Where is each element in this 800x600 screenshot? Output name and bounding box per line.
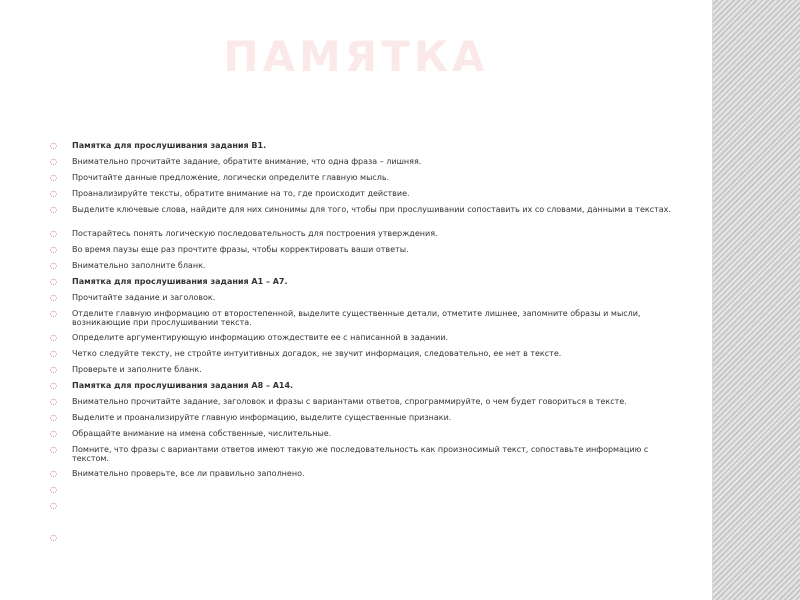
list-item-text: Помните, что фразы с вариантами ответов имеют такую же последовательность как произносимый текст, сопоставьте информацию с текстом. — [72, 445, 649, 463]
list-item — [50, 349, 687, 358]
list-item-text: Отделите главную информацию от второстепенной, выделите существенные детали, отметите лишнее, запомните образы и мысли, возникающие при прослушивании текста. — [72, 309, 641, 327]
list-item — [50, 429, 687, 438]
bullet-ring-icon: ◌ — [50, 157, 57, 166]
bullet-ring-icon: ◌ — [50, 381, 57, 390]
bullet-ring-icon: ◌ — [50, 309, 57, 318]
bullet-ring-icon: ◌ — [50, 397, 57, 406]
list-item — [50, 205, 687, 214]
list-item — [50, 189, 687, 198]
list-item-text: Внимательно проверьте, все ли правильно заполнено. — [72, 469, 305, 478]
list-item — [50, 333, 687, 342]
list-item — [50, 245, 687, 254]
list-item — [50, 261, 687, 270]
list-item-text: Памятка для прослушивания задания А8 – А14. — [72, 381, 294, 390]
bullet-ring-icon: ◌ — [50, 445, 57, 454]
list-item — [50, 309, 687, 327]
list-item-text: Обращайте внимание на имена собственные, числительные. — [72, 429, 332, 438]
bullet-ring-icon: ◌ — [50, 189, 57, 198]
list-item-text: Внимательно заполните бланк. — [72, 261, 206, 270]
bullet-ring-icon: ◌ — [50, 141, 57, 150]
list-item-text: Четко следуйте тексту, не стройте интуитивных догадок, не звучит информация, следовательно, ее нет в тексте. — [72, 349, 562, 358]
list-item-text: Памятка для прослушивания задания В1. — [72, 141, 267, 150]
list-item — [50, 397, 687, 406]
list-item — [50, 229, 687, 238]
list-item-text: Проанализируйте тексты, обратите внимание на то, где происходит действие. — [72, 189, 410, 198]
list-item — [50, 445, 687, 463]
list-item-text: Прочитайте данные предложение, логически определите главную мысль. — [72, 173, 390, 182]
bullet-ring-icon: ◌ — [50, 365, 57, 374]
bullet-ring-icon: ◌ — [50, 277, 57, 286]
bullet-ring-icon: ◌ — [50, 293, 57, 302]
bullet-ring-icon: ◌ — [50, 173, 57, 182]
list-item — [50, 469, 687, 478]
list-item-text: Выделите ключевые слова, найдите для них синонимы для того, чтобы при прослушивании сопоставить их со словами, данными в текстах. — [72, 205, 671, 214]
bullet-ring-icon: ◌ — [50, 245, 57, 254]
bullet-ring-icon: ◌ — [50, 261, 57, 270]
list-item-text: Внимательно прочитайте задание, заголовок и фразы с вариантами ответов, спрограммируйте, о чем будет говориться в тексте. — [72, 397, 627, 406]
list-item — [50, 381, 687, 390]
bullet-ring-icon: ◌ — [50, 205, 57, 214]
list-item — [50, 365, 687, 374]
bullet-ring-icon: ◌ — [50, 501, 57, 510]
list-item-text: Внимательно прочитайте задание, обратите внимание, что одна фраза – лишняя. — [72, 157, 422, 166]
list-item-text: Прочитайте задание и заголовок. — [72, 293, 216, 302]
list-item — [50, 413, 687, 422]
bullet-ring-icon: ◌ — [50, 429, 57, 438]
list-item-text: Постарайтесь понять логическую последовательность для построения утверждения. — [72, 229, 438, 238]
list-item-text: Выделите и проанализируйте главную информацию, выделите существенные признаки. — [72, 413, 452, 422]
list-item-text: Памятка для прослушивания задания А1 – А7. — [72, 277, 288, 286]
bullet-ring-icon: ◌ — [50, 485, 57, 494]
list-item — [50, 157, 687, 166]
bullet-ring-icon: ◌ — [50, 333, 57, 342]
list-item-text: Проверьте и заполните бланк. — [72, 365, 202, 374]
list-item-text: Во время паузы еще раз прочтите фразы, чтобы корректировать ваши ответы. — [72, 245, 409, 254]
list-item — [50, 173, 687, 182]
list-item-text: Определите аргументирующую информацию отождествите ее с написанной в задании. — [72, 333, 449, 342]
bullet-ring-icon: ◌ — [50, 413, 57, 422]
slide-title: ПАМЯТКА — [223, 32, 489, 81]
list-item — [50, 293, 687, 302]
bullet-ring-icon: ◌ — [50, 533, 57, 542]
list-item — [50, 141, 687, 150]
bullet-ring-icon: ◌ — [50, 229, 57, 238]
bullet-ring-icon: ◌ — [50, 349, 57, 358]
list-item — [50, 277, 687, 286]
bullet-ring-icon: ◌ — [50, 469, 57, 478]
decorative-side-panel — [712, 0, 800, 600]
